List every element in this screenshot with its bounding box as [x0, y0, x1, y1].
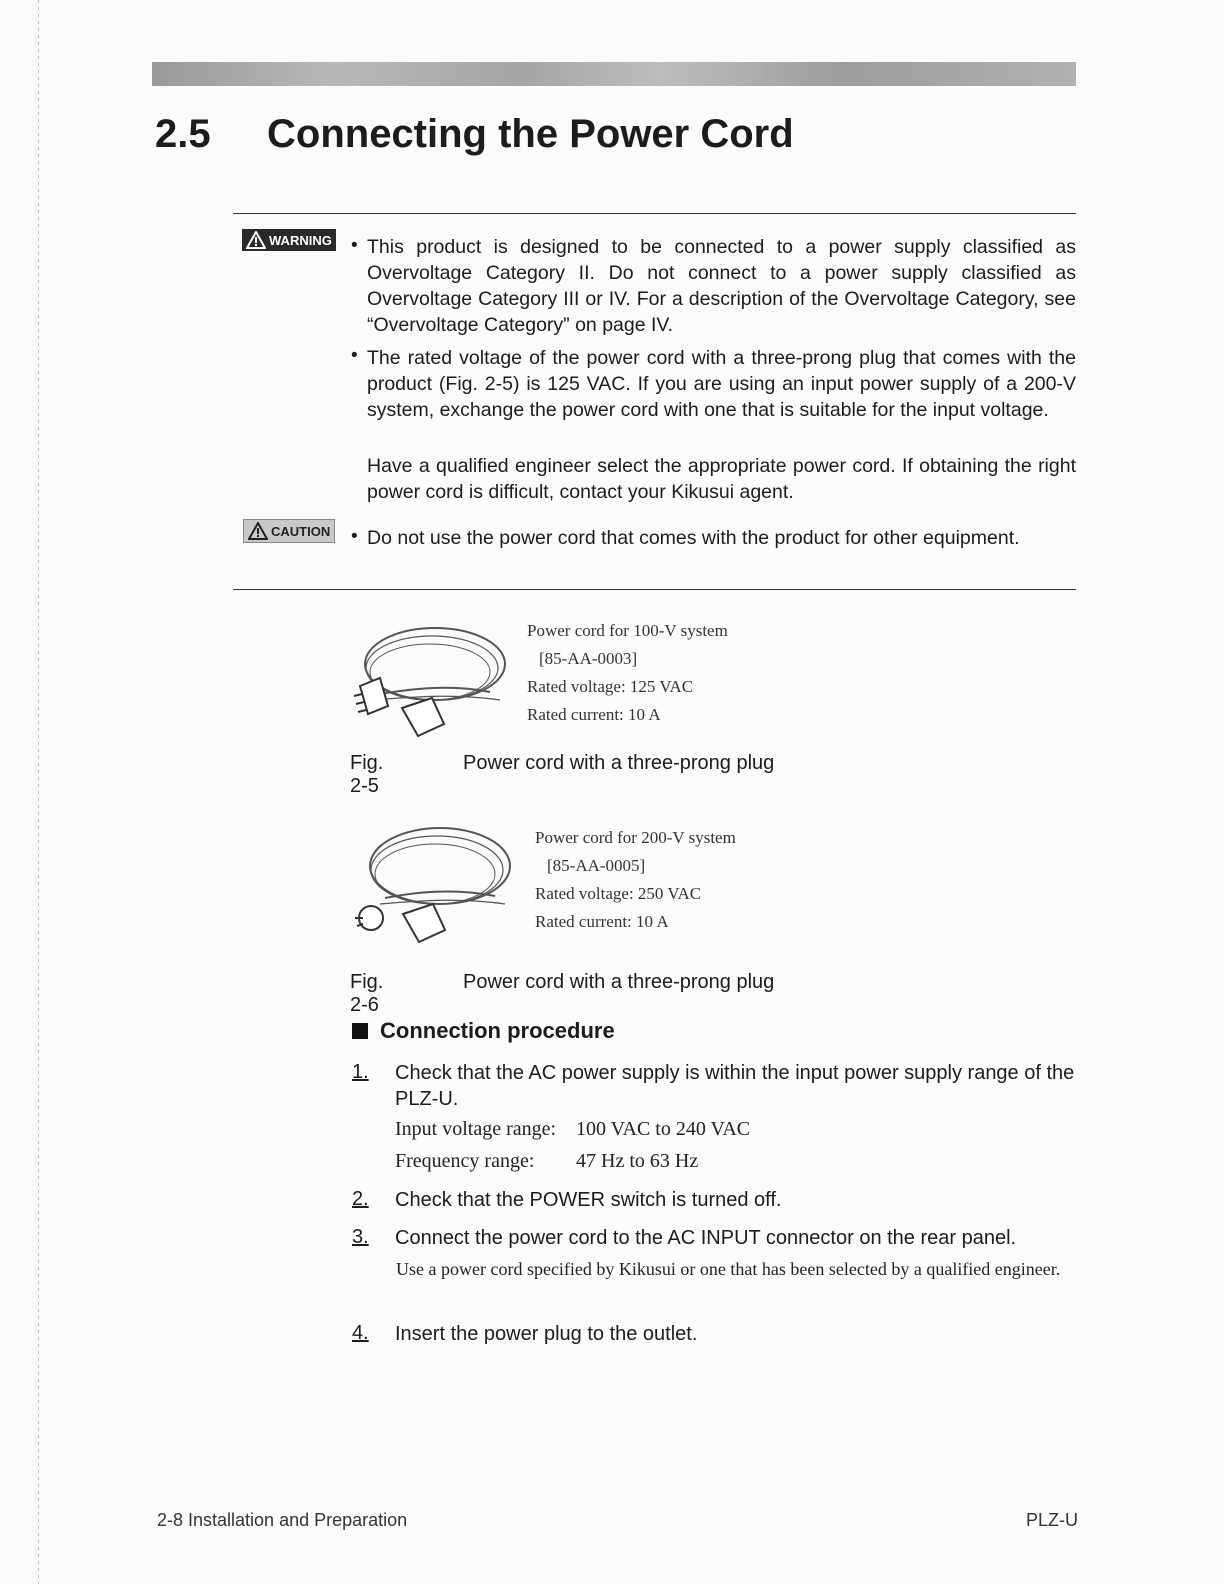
caution-triangle-icon: [248, 522, 268, 540]
divider-top: [233, 213, 1076, 214]
section-title: Connecting the Power Cord: [267, 112, 794, 156]
warning-extra: Have a qualified engineer select the appropriate power cord. If obtaining the right power cord is difficult, contact your Kikusui agent.: [367, 455, 1076, 503]
step-number: 1.: [352, 1061, 369, 1083]
caution-badge-label: CAUTION: [271, 523, 331, 539]
step-text: Insert the power plug to the outlet.: [395, 1323, 698, 1345]
range-label: Frequency range:: [395, 1150, 535, 1172]
caution-badge: [243, 519, 335, 543]
figure-label: Fig. 2-5: [350, 752, 384, 797]
spec-line: [85-AA-0005]: [547, 856, 646, 875]
spec-line: Rated current: 10 A: [535, 912, 669, 931]
power-cord-200v-image: [345, 814, 525, 948]
figure-2-6-spec: [535, 824, 736, 936]
step-text: Connect the power cord to the AC INPUT connector on the rear panel.: [395, 1227, 1017, 1249]
figure-2-5-spec: [527, 617, 728, 729]
range-label: Input voltage range:: [395, 1118, 557, 1140]
step-number: 3.: [352, 1226, 369, 1248]
caution-item: Do not use the power cord that comes with the product for other equipment.: [367, 527, 1020, 549]
warning-item: The rated voltage of the power cord with a three-prong plug that comes with the product (Fig. 2-5) is 125 VAC. If you are using an input power supply of a 200-V system, exchange the power cord with one that is suitable for the input voltage.: [367, 347, 1076, 421]
step-text: Check that the POWER switch is turned off.: [395, 1189, 782, 1211]
spec-line: Rated voltage: 125 VAC: [527, 677, 694, 696]
warning-triangle-icon: [246, 231, 266, 249]
footer-left: 2-8 Installation and Preparation: [157, 1510, 408, 1530]
step-note: Use a power cord specified by Kikusui or one that has been selected by a qualified engineer.: [396, 1259, 1061, 1279]
warning-badge-label: WARNING: [269, 232, 332, 248]
square-bullet-icon: [352, 1023, 368, 1039]
bullet: •: [351, 526, 358, 547]
procedure-heading-text: Connection procedure: [380, 1018, 615, 1043]
warning-badge: [242, 229, 336, 251]
step-number: 4.: [352, 1322, 369, 1344]
spec-line: [85-AA-0003]: [539, 649, 638, 668]
procedure-heading: [352, 1018, 615, 1044]
warning-item: This product is designed to be connected to a power supply classified as Overvoltage Category II. Do not connect to a power supply classified as Overvoltage Category III or IV. For a description of the Overvoltage Category, see “Overvoltage Category” on page IV.: [367, 236, 1076, 336]
range-value: 47 Hz to 63 Hz: [576, 1150, 699, 1172]
step-text: Check that the AC power supply is within the input power supply range of the PLZ-U.: [395, 1062, 1075, 1110]
scan-edge: [38, 0, 39, 1584]
section-number: 2.5: [155, 112, 211, 156]
header-band: [152, 62, 1076, 86]
divider-bottom: [233, 589, 1076, 590]
bullet: •: [351, 235, 358, 256]
spec-line: Power cord for 200-V system: [535, 828, 736, 847]
footer-right: PLZ-U: [1025, 1510, 1078, 1530]
spec-line: Rated voltage: 250 VAC: [535, 884, 702, 903]
figure-label: Fig. 2-6: [350, 971, 384, 1016]
step-number: 2.: [352, 1188, 369, 1210]
bullet: •: [351, 345, 358, 366]
range-value: 100 VAC to 240 VAC: [576, 1118, 751, 1140]
spec-line: Power cord for 100-V system: [527, 621, 728, 640]
power-cord-100v-image: [340, 614, 520, 748]
figure-caption: Power cord with a three-prong plug: [463, 971, 775, 993]
spec-line: Rated current: 10 A: [527, 705, 661, 724]
figure-caption: Power cord with a three-prong plug: [463, 752, 775, 774]
